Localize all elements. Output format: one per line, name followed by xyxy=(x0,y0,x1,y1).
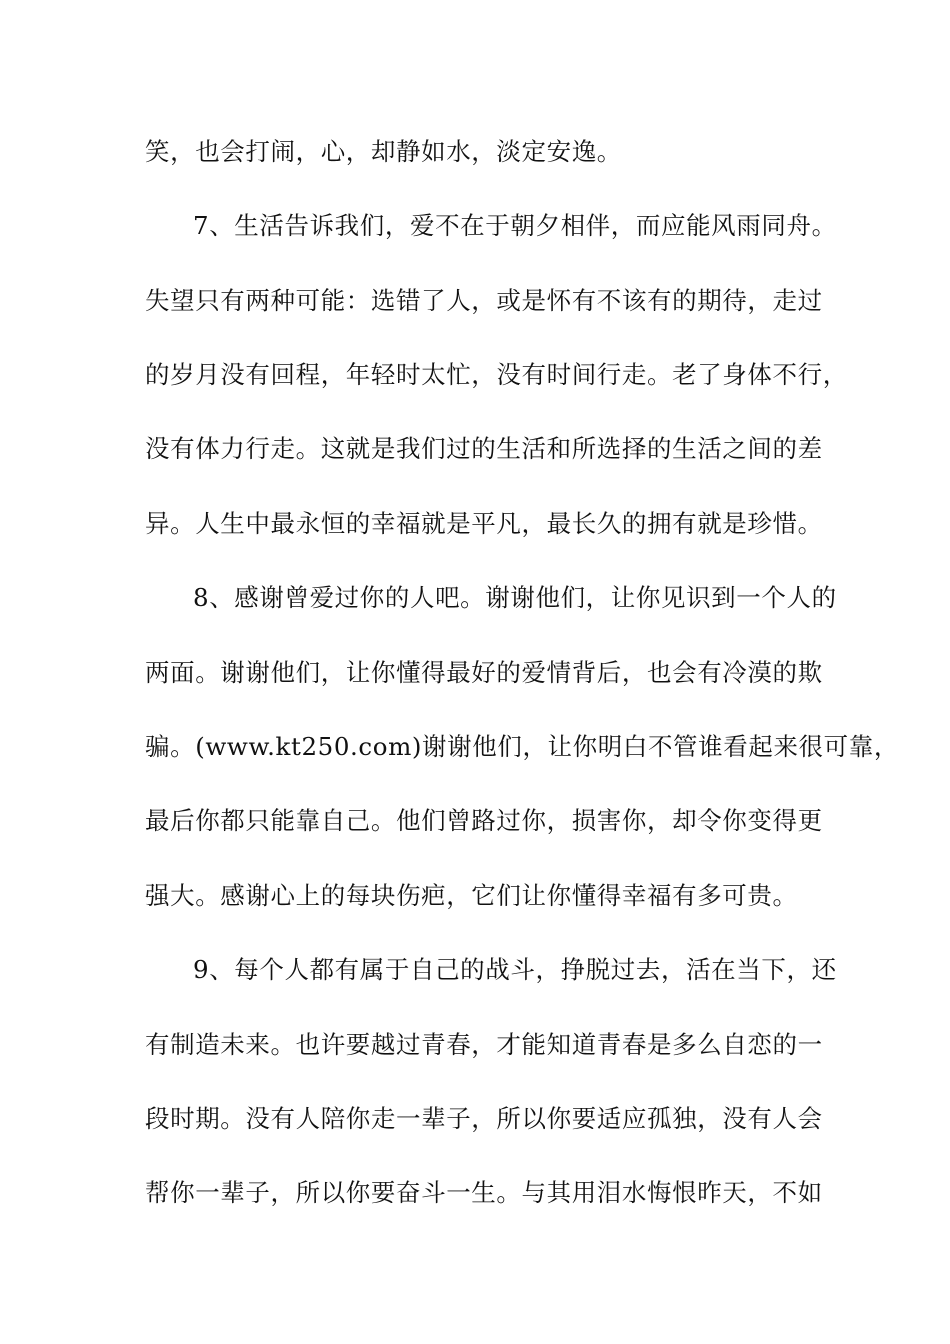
paragraph-line: 笑，也会打闹，心，却静如水，淡定安逸。 xyxy=(145,137,622,166)
paragraph-line: 9、每个人都有属于自己的战斗，挣脱过去，活在当下，还 xyxy=(193,955,837,984)
paragraph-line: 两面。谢谢他们，让你懂得最好的爱情背后，也会有冷漠的欺 xyxy=(145,658,823,687)
paragraph-line: 最后你都只能靠自己。他们曾路过你，损害你，却令你变得更 xyxy=(145,806,823,835)
paragraph-line: 异。人生中最永恒的幸福就是平凡，最长久的拥有就是珍惜。 xyxy=(145,509,823,538)
paragraph-line: 8、感谢曾爱过你的人吧。谢谢他们，让你见识到一个人的 xyxy=(193,583,837,612)
paragraph-line: 段时期。没有人陪你走一辈子，所以你要适应孤独，没有人会 xyxy=(145,1104,823,1133)
paragraph-line: 的岁月没有回程，年轻时太忙，没有时间行走。老了身体不行， xyxy=(145,360,848,389)
paragraph-line: 骗。(www.kt250.com)谢谢他们，让你明白不管谁看起来很可靠， xyxy=(145,732,899,761)
paragraph-line: 帮你一辈子，所以你要奋斗一生。与其用泪水悔恨昨天，不如 xyxy=(145,1178,823,1207)
paragraph-line: 失望只有两种可能：选错了人，或是怀有不该有的期待，走过 xyxy=(145,286,823,315)
paragraph-line: 7、生活告诉我们，爱不在于朝夕相伴，而应能风雨同舟。 xyxy=(193,211,837,240)
paragraph-line: 有制造未来。也许要越过青春，才能知道青春是多么自恋的一 xyxy=(145,1030,823,1059)
paragraph-line: 没有体力行走。这就是我们过的生活和所选择的生活之间的差 xyxy=(145,434,823,463)
paragraph-line: 强大。感谢心上的每块伤疤，它们让你懂得幸福有多可贵。 xyxy=(145,881,798,910)
